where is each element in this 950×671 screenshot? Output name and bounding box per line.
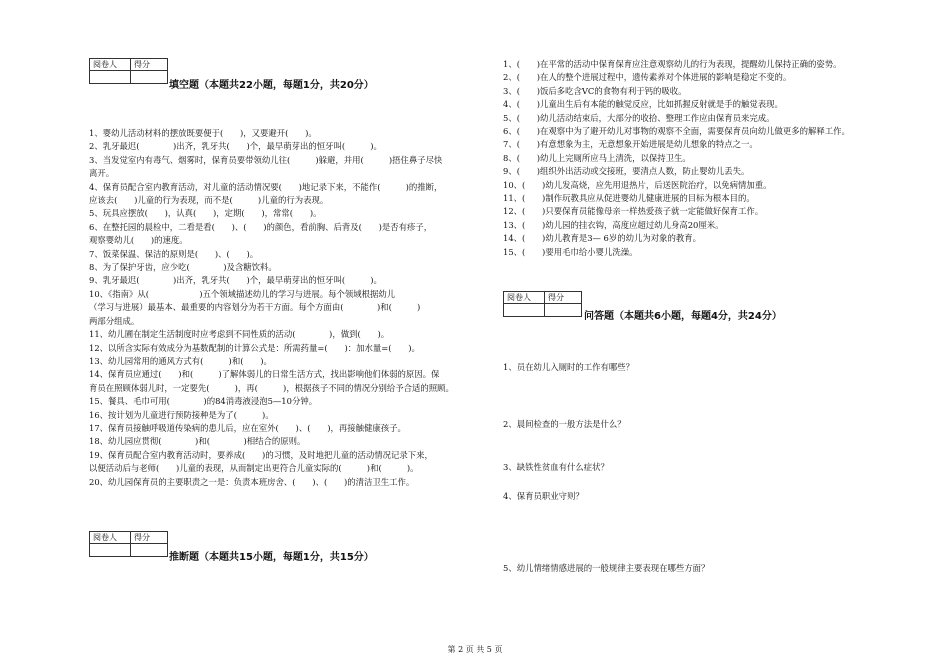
- fill-question-line: 两部分组成。: [89, 315, 140, 326]
- fill-question-line: 12、以所含实际有效成分为基数配制的计算公式是：所需药量=( )：加水量=( )。: [89, 342, 420, 353]
- score-box-qa: [503, 291, 582, 317]
- score-cell[interactable]: [131, 71, 168, 84]
- fill-question-line: 13、幼儿园常用的通风方式有( )和( )。: [89, 355, 272, 366]
- judge-question-line: 11、( )制作玩教具应从促进婴幼儿健康进展的目标为根本目的。: [503, 193, 755, 204]
- grader-cell[interactable]: [504, 304, 545, 317]
- fill-question-line: （学习与进展）最基本、最重要的内容划分为若干方面。每个方面由( )和( ): [89, 302, 421, 313]
- fill-question-line: 17、保育员接触呼吸道传染病的患儿后，应在室外( )、( )，再接触健康孩子。: [89, 422, 406, 433]
- fill-question-line: 应该去( )儿童的行为表现，而不是( )儿童的行为表现。: [89, 195, 329, 206]
- qa-item-1: 1、员在幼儿入厕时的工作有哪些？: [503, 362, 634, 372]
- section-title-qa: 问答题（本题共6小题，每题4分，共24分）: [584, 311, 782, 322]
- judge-question-line: 14、( )幼儿教育是3— 6岁的幼儿为对象的教育。: [503, 233, 702, 244]
- grader-cell[interactable]: [90, 71, 131, 84]
- section-title-judge: 推断题（本题共15小题，每题1分，共15分）: [169, 552, 374, 563]
- grader-label: 阅卷人: [90, 59, 131, 71]
- judge-question-line: 9、( )组织外出活动或交接班，要清点人数，防止婴幼儿丢失。: [503, 166, 750, 177]
- score-box-fill: [89, 58, 168, 84]
- judge-questions: [503, 58, 913, 259]
- qa-item-5: 5、幼儿情绪情感进展的一般规律主要表现在哪些方面？: [503, 563, 710, 573]
- fill-questions: [89, 127, 499, 489]
- judge-question-line: 13、( )幼儿园的挂衣钩，高度应超过幼儿身高20厘米。: [503, 219, 724, 230]
- fill-question-line: 5、玩具应摆放( )，认真( )，定期( )，常常( )。: [89, 208, 322, 219]
- judge-question-line: 15、( )要用毛巾给小婴儿洗澡。: [503, 246, 638, 257]
- score-cell[interactable]: [545, 304, 582, 317]
- fill-question-line: 3、当发觉室内有毒气、烟雾时，保育员要带领幼儿往( )躲避，并用( )捂住鼻子尽快: [89, 154, 443, 165]
- score-box-judge: [89, 531, 168, 557]
- fill-question-line: 7、饭菜保温、保洁的原则是( )、( )。: [89, 248, 259, 259]
- fill-question-line: 18、幼儿园应贯彻( )和( )相结合的原则。: [89, 436, 306, 447]
- fill-question-line: 19、保育员配合室内教育活动时，要养成( )的习惯，及时地把儿童的活动情况记录下来，: [89, 449, 433, 460]
- grader-label: 阅卷人: [504, 292, 545, 304]
- fill-question-line: 6、在整托园的晨检中，二看是看( )、( )的颜色，看前胸、后背及( )是否有疹子，: [89, 221, 433, 232]
- qa-item-2: 2、晨间检查的一般方法是什么？: [503, 419, 626, 429]
- fill-question-line: 14、保育员应通过( )和( )了解体弱儿的日常生活方式，找出影响他们体弱的原因。保: [89, 369, 440, 380]
- fill-question-line: 1、婴幼儿活动材料的摆放既要便于( )，又要避开( )。: [89, 128, 317, 138]
- judge-question-line: 7、( )有意想象为主，无意想象开始进展是幼儿想象的特点之一。: [503, 139, 758, 150]
- fill-question-line: 8、为了保护牙齿，应少吃( )及含糖饮料。: [89, 262, 277, 273]
- section-title-fill: 填空题（本题共22小题，每题1分，共20分）: [169, 80, 374, 91]
- judge-question-line: 8、( )幼儿上完厕所应马上清洗，以保持卫生。: [503, 152, 691, 163]
- judge-question-line: 3、( )饭后多吃含VC的食物有利于钙的吸收。: [503, 85, 687, 96]
- judge-question-line: 6、( )在观察中为了避开幼儿对事物的观察不全面，需要保育员向幼儿做更多的解释工作。: [503, 126, 850, 137]
- fill-question-line: 以便活动后与老师( )儿童的表现，从而制定出更符合儿童实际的( )和( )。: [89, 463, 419, 474]
- fill-question-line: 15、餐具、毛巾可用( )的84消毒液浸泡5—10分钟。: [89, 396, 318, 407]
- judge-question-line: 5、( )幼儿活动结束后，大部分的收拾、整理工作应由保育员来完成。: [503, 112, 775, 123]
- fill-question-line: 育员在照顾体弱儿时，一定要先( )，再( )，根据孩子不同的情况分别给予合适的照顾。: [89, 382, 454, 393]
- judge-question-line: 12、( )只要保育员能像母亲一样热爱孩子就一定能做好保育工作。: [503, 206, 764, 217]
- score-label: 得分: [131, 532, 168, 544]
- grader-cell[interactable]: [90, 544, 131, 557]
- fill-question-line: 16、按计划为儿童进行预防接种是为了( )。: [89, 409, 274, 420]
- score-cell[interactable]: [131, 544, 168, 557]
- judge-question-line: 2、( )在人的整个进展过程中，遗传素养对个体进展的影响是稳定不变的。: [503, 72, 792, 83]
- qa-item-3: 3、缺铁性贫血有什么症状？: [503, 462, 609, 472]
- fill-question-line: 离开。: [89, 168, 115, 179]
- page-footer: 第 2 页 共 5 页: [447, 645, 503, 654]
- judge-question-line: 4、( )儿童出生后有本能的触觉反应，比如抓握反射就是手的触觉表现。: [503, 99, 783, 110]
- score-label: 得分: [131, 59, 168, 71]
- fill-question-line: 观察婴幼儿( )的速度。: [89, 235, 188, 246]
- fill-question-line: 2、乳牙最迟( )出齐，乳牙共( )个，最早萌芽出的恒牙叫( )。: [89, 141, 382, 152]
- fill-question-line: 11、幼儿圃在制定生活制度时应考虑到不同性质的活动( )，做到( )。: [89, 329, 390, 340]
- score-label: 得分: [545, 292, 582, 304]
- grader-label: 阅卷人: [90, 532, 131, 544]
- fill-question-line: 20、幼儿园保育员的主要职责之一是：负责本班房舍、( )、( )的清洁卫生工作。: [89, 476, 415, 487]
- fill-question-line: 9、乳牙最迟( )出齐，乳牙共( )个，最早萌芽出的恒牙叫( )。: [89, 275, 382, 286]
- fill-question-line: 10、《指南》从( )五个领域描述幼儿的学习与进展。每个领域根据幼儿: [89, 288, 396, 299]
- judge-question-line: 10、( )幼儿发高烧，应先用退热片，后送医院治疗，以免病情加重。: [503, 179, 772, 190]
- qa-item-4: 4、保育员职业守则？: [503, 491, 584, 501]
- judge-question-line: 1、( )在平常的活动中保育保育应注意观察幼儿的行为表现，提醒幼儿保持正确的姿势。: [503, 59, 842, 69]
- fill-question-line: 4、保育员配合室内教育活动，对儿童的活动情况要( )地记录下来，不能作( )的推断，: [89, 181, 443, 192]
